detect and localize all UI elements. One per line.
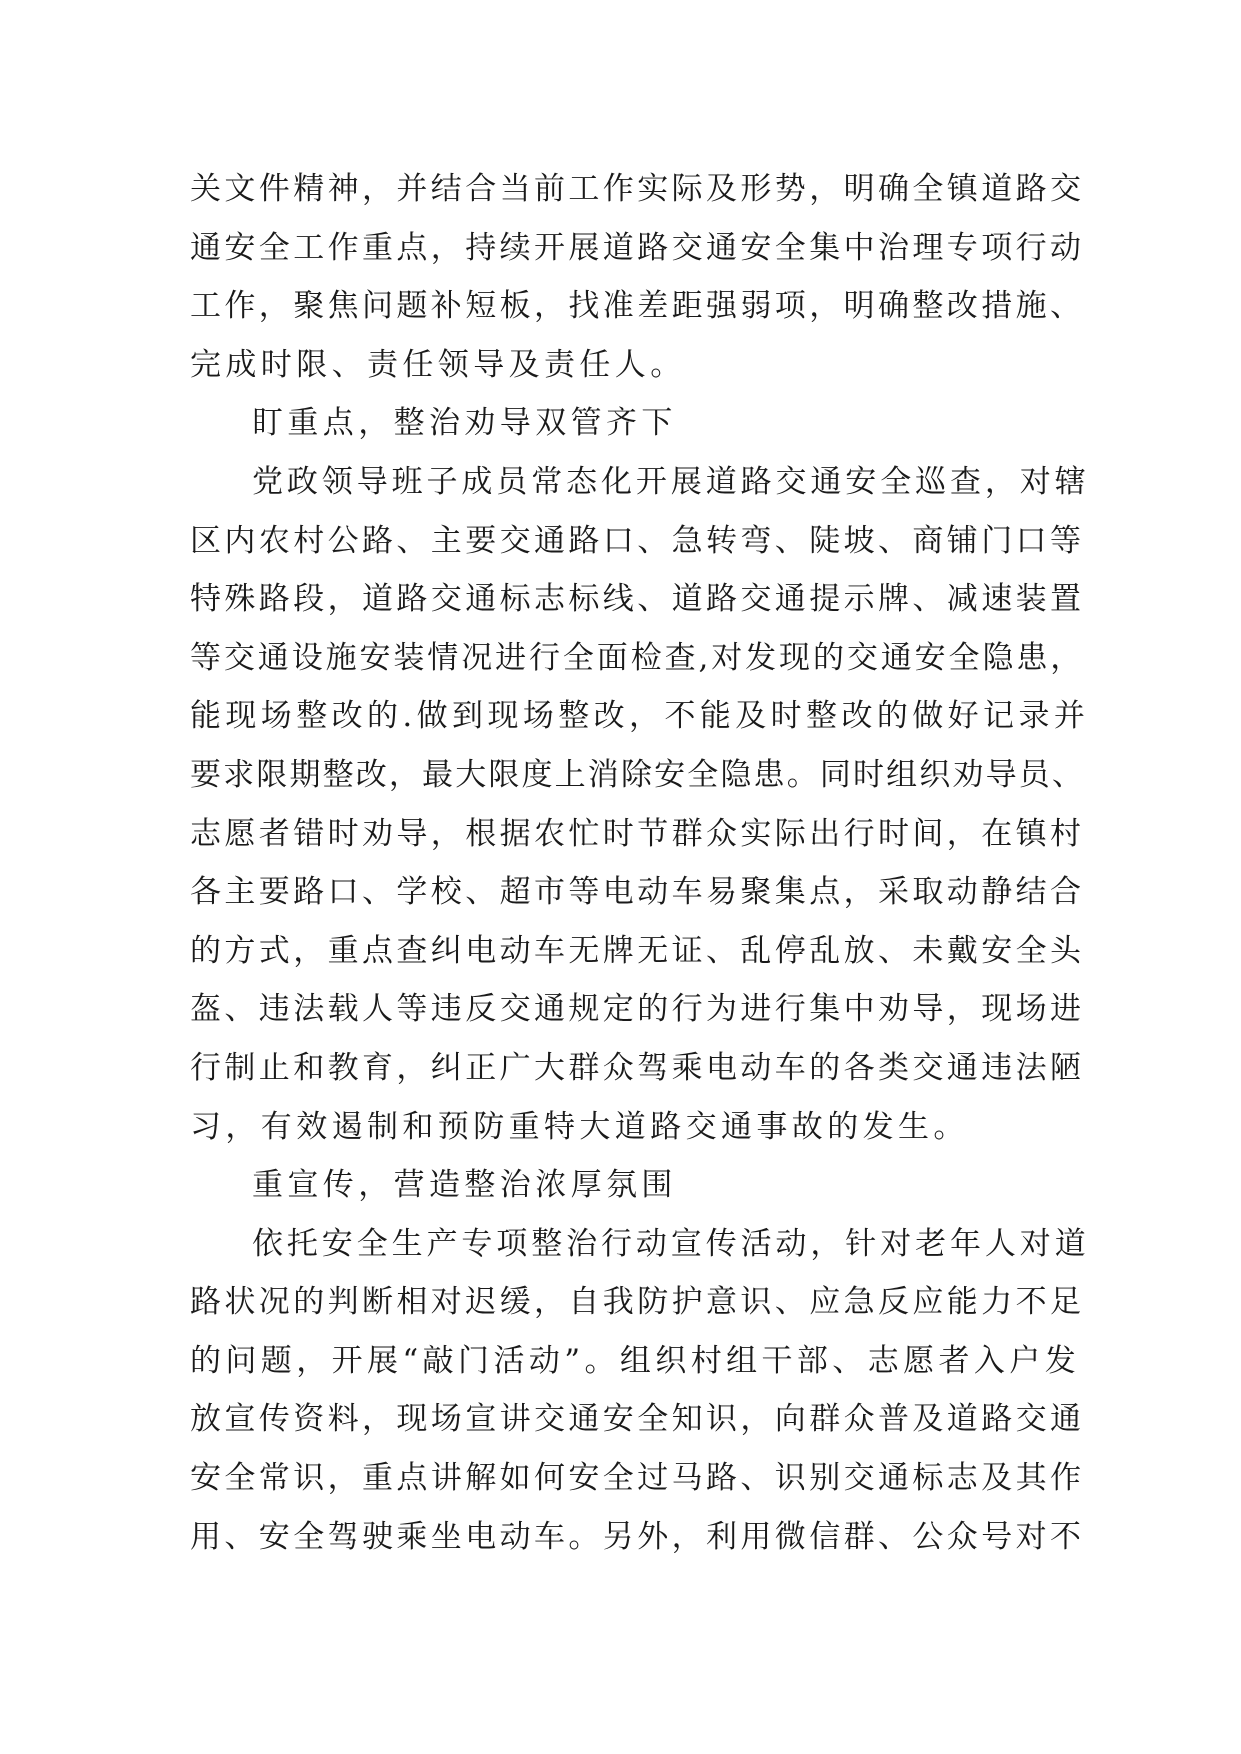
text-line: 通安全工作重点，持续开展道路交通安全集中治理专项行动 <box>190 229 1085 266</box>
text-line: 盔、违法载人等违反交通规定的行为进行集中劝导，现场进 <box>190 991 1085 1028</box>
text-line: 行制止和教育，纠正广大群众驾乘电动车的各类交通违法陋 <box>190 1049 1085 1086</box>
text-line: 放宣传资料，现场宣讲交通安全知识，向群众普及道路交通 <box>190 1401 1085 1438</box>
text-line: 各主要路口、学校、超市等电动车易聚集点，采取动静结合 <box>190 874 1085 911</box>
text-line: 安全常识，重点讲解如何安全过马路、识别交通标志及其作 <box>190 1460 1085 1497</box>
text-line: 路状况的判断相对迟缓，自我防护意识、应急反应能力不足 <box>190 1284 1085 1321</box>
text-line: 的方式，重点查纠电动车无牌无证、乱停乱放、未戴安全头 <box>190 932 1085 969</box>
text-line: 完成时限、责任领导及责任人。 <box>190 346 686 383</box>
text-line: 依托安全生产专项整治行动宣传活动，针对老年人对道 <box>252 1225 1090 1262</box>
text-line: 要求限期整改，最大限度上消除安全隐患。同时组织劝导员、 <box>190 756 1086 793</box>
text-line: 特殊路段，道路交通标志标线、道路交通提示牌、减速装置 <box>190 581 1085 618</box>
text-line: 用、安全驾驶乘坐电动车。另外，利用微信群、公众号对不 <box>190 1518 1085 1555</box>
text-line: 能现场整改的.做到现场整改，不能及时整改的做好记录并 <box>190 698 1090 735</box>
text-line: 工作，聚焦问题补短板，找准差距强弱项，明确整改措施、 <box>190 288 1085 325</box>
text-line: 的问题，开展“敲门活动”。组织村组干部、志愿者入户发 <box>190 1342 1081 1379</box>
text-line: 区内农村公路、主要交通路口、急转弯、陡坡、商铺门口等 <box>190 522 1085 559</box>
text-line: 志愿者错时劝导，根据农忙时节群众实际出行时间，在镇村 <box>190 815 1085 852</box>
text-line: 党政领导班子成员常态化开展道路交通安全巡查，对辖 <box>252 463 1090 500</box>
text-line: 等交通设施安装情况进行全面检查,对发现的交通安全隐患， <box>190 639 1085 676</box>
section-heading: 重宣传，营造整治浓厚氛围 <box>252 1167 677 1204</box>
section-heading: 盯重点，整治劝导双管齐下 <box>252 405 677 442</box>
document-body <box>190 160 1090 1566</box>
text-line: 关文件精神，并结合当前工作实际及形势，明确全镇道路交 <box>190 171 1085 207</box>
text-line: 习，有效遏制和预防重特大道路交通事故的发生。 <box>190 1108 969 1145</box>
